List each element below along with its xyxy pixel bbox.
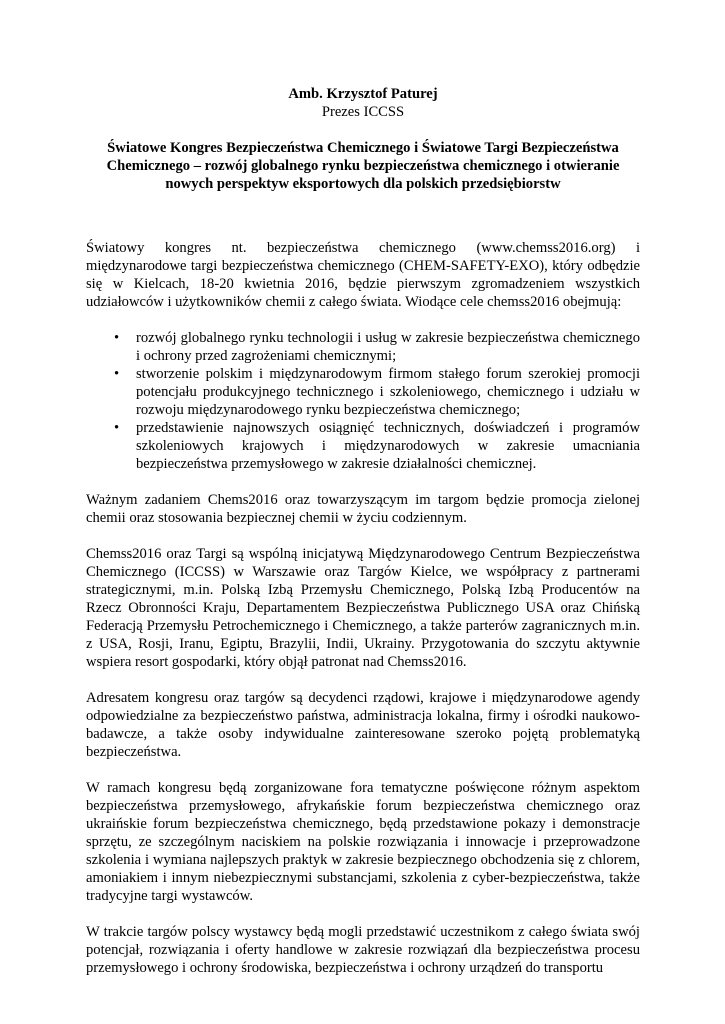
- paragraph-program: W ramach kongresu będą zorganizowane fora tematyczne poświęcone różnym aspektom bezpieczeństwa przemysłowego, afrykańskie forum bezpieczeństwa chemicznego oraz ukraińskie forum bezpieczeństwa chemicznego, będą przedstawione pokazy i demonstracje sprzętu, ze szczególnym naciskiem na polskie rozwiązania i innowacje i przeprowadzone szkolenia i wymiana najlepszych praktyk w zakresie bezpiecznego obchodzenia się z chlorem, amoniakiem i innym niebezpiecznymi substancjami, szkolenia z cyber-bezpieczeństwa, także tradycyjne targi wystawców.: [86, 780, 640, 904]
- list-item-text: rozwój globalnego rynku technologii i usług w zakresie bezpieczeństwa chemicznego i ochrony przed zagrożeniami chemicznymi;: [136, 330, 640, 364]
- list-item-text: stworzenie polskim i międzynarodowym firmom stałego forum szerokiej promocji potencjału produkcyjnego technicznego i szkoleniowego, chemicznego i udziału w rozwoju międzynarodowego rynku bezpieczeństwa chemicznego;: [136, 366, 640, 418]
- list-item: [114, 365, 640, 419]
- author-role: Prezes ICCSS: [321, 104, 405, 120]
- title-line-1: Światowe Kongres Bezpieczeństwa Chemicznego i Światowe Targi Bezpieczeństwa: [107, 140, 619, 156]
- paragraph-exhibitors: W trakcie targów polscy wystawcy będą mogli przedstawić uczestnikom z całego świata swój potencjał, rozwiązania i oferty handlowe w zakresie rozwiązań dla bezpieczeństwa procesu przemysłowego i ochrony środowiska, bezpieczeństwa i ochrony urządzeń do transportu: [86, 924, 640, 976]
- list-item: [114, 419, 640, 473]
- intro-paragraph: Światowy kongres nt. bezpieczeństwa chemicznego (www.chemss2016.org) i międzynarodowe targi bezpieczeństwa chemicznego (CHEM-SAFETY-EXO), który odbędzie się w Kielcach, 18-20 kwietnia 2016, będzie pierwszym zgromadzeniem wszystkich udziałowców i użytkowników chemii z całego świata. Wiodące cele chemss2016 obejmują:: [86, 240, 640, 310]
- bullet-icon: •: [114, 366, 120, 382]
- title-line-3: nowych perspektyw eksportowych dla polskich przedsiębiorstw: [165, 176, 561, 192]
- document-title: [86, 139, 640, 193]
- paragraph-green-chemistry: Ważnym zadaniem Chems2016 oraz towarzyszącym im targom będzie promocja zielonej chemii oraz stosowania bezpiecznej chemii w życiu codziennym.: [86, 492, 640, 526]
- paragraph-audience: Adresatem kongresu oraz targów są decydenci rządowi, krajowe i międzynarodowe agendy odpowiedzialne za bezpieczeństwo państwa, administracja lokalna, firmy i ośrodki naukowo-badawcze, a także osoby indywidualne zainteresowane szeroko pojętą problematyką bezpieczeństwa.: [86, 690, 640, 760]
- title-line-2: Chemicznego – rozwój globalnego rynku bezpieczeństwa chemicznego i otwieranie: [106, 158, 620, 174]
- document-page: [86, 85, 640, 977]
- list-item: [114, 329, 640, 365]
- paragraph-partners: Chemss2016 oraz Targi są wspólną inicjatywą Międzynarodowego Centrum Bezpieczeństwa Chemicznego (ICCSS) w Warszawie oraz Targów Kielce, we współpracy z partnerami strategicznymi, m.in. Polską Izbą Przemysłu Chemicznego, Polską Izbą Producentów na Rzecz Obronności Kraju, Departamentem Bezpieczeństwa Publicznego USA oraz Chińską Federacją Przemysłu Petrochemicznego i Chemicznego, a także parterów zagranicznych m.in. z USA, Rosji, Iranu, Egiptu, Brazylii, Indii, Ukrainy. Przygotowania do szczytu aktywnie wspiera resort gospodarki, który objął patronat nad Chemss2016.: [86, 546, 640, 670]
- author-name: Amb. Krzysztof Paturej: [288, 86, 438, 102]
- bullet-icon: •: [114, 330, 120, 346]
- list-item-text: przedstawienie najnowszych osiągnięć technicznych, doświadczeń i programów szkoleniowych krajowych i międzynarodowych w zakresie umacniania bezpieczeństwa przemysłowego w zakresie działalności chemicznej.: [136, 420, 640, 472]
- goals-list: [86, 329, 640, 473]
- bullet-icon: •: [114, 420, 120, 436]
